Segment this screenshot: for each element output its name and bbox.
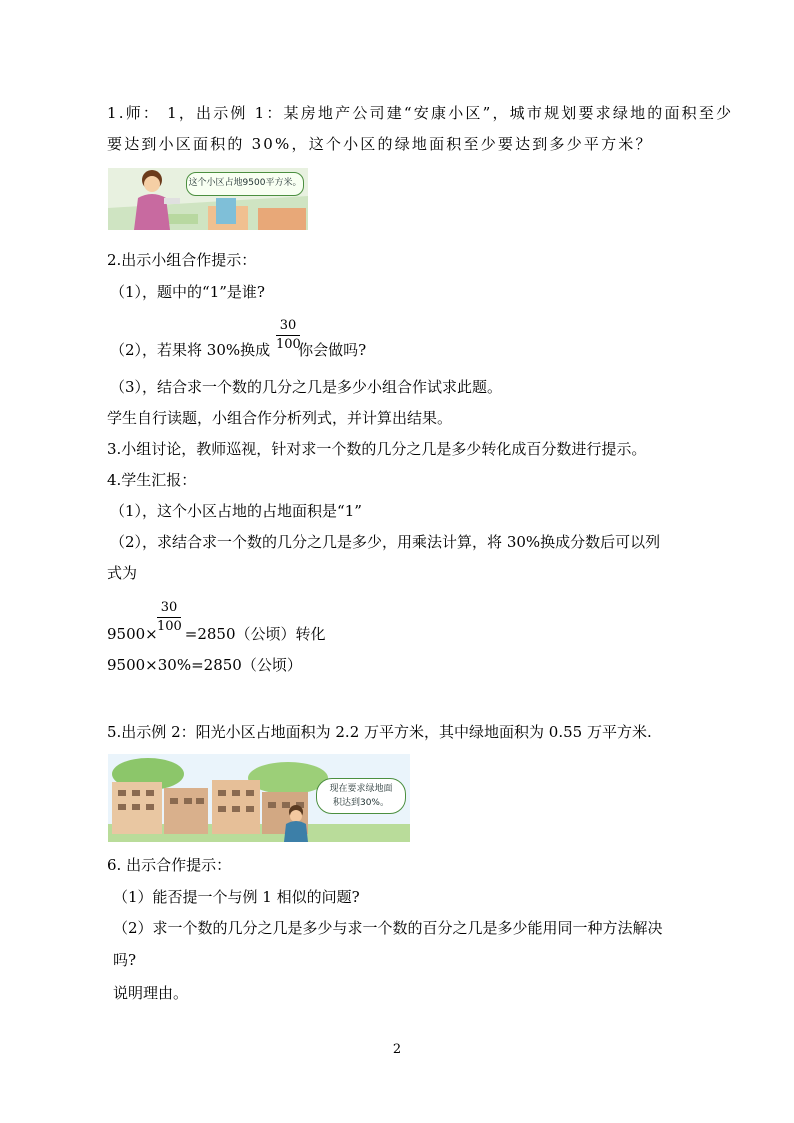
fraction-numerator: 30: [276, 319, 300, 336]
cooperation-item-2-line1: （2）求一个数的几分之几是多少与求一个数的百分之几是多少能用同一种方法解决: [113, 919, 663, 937]
equation-fraction-denominator: 100: [157, 619, 182, 634]
report-item-2-line1: （2），求结合求一个数的几分之几是多少，用乘法计算，将 30%换成分数后可以列: [110, 533, 661, 551]
buildings-illustration: [108, 754, 410, 842]
speech-bubble-text: 这个小区占地9500平方米。: [188, 178, 302, 188]
students-work-line: 学生自行读题，小组合作分析列式，并计算出结果。: [107, 409, 453, 427]
fraction-denominator: 100: [276, 337, 301, 352]
report-item-1: （1），这个小区占地的占地面积是“1”: [110, 502, 362, 520]
speech-bubble-2-line1: 现在要求绿地面: [329, 784, 393, 794]
equation-fraction: [107, 624, 326, 644]
speech-bubble-2-line2: 积达到30%。: [332, 798, 389, 808]
group-discussion-line: 3.小组讨论，教师巡视，针对求一个数的几分之几是多少转化成百分数进行提示。: [107, 440, 647, 458]
example1-line2: 要达到小区面积的 30%，这个小区的绿地面积至少要达到多少平方米？: [107, 135, 653, 153]
teacher-illustration: [108, 168, 308, 230]
fraction-30-over-100: [276, 319, 300, 352]
equation-fraction-suffix: =2850（公顷）转化: [184, 625, 326, 643]
cooperation-item-1: （1）能否提一个与例 1 相似的问题?: [113, 888, 360, 906]
student-report-title: 4.学生汇报：: [107, 471, 197, 489]
equation-fraction-numerator: 30: [157, 601, 181, 618]
equation-fraction-prefix: 9500×: [107, 625, 158, 643]
hint-item-2: [110, 340, 366, 360]
speech-bubble: [186, 172, 304, 196]
speech-bubble-2: [316, 778, 406, 814]
equation-percent: 9500×30%=2850（公顷）: [107, 656, 302, 674]
equation-fraction-30-over-100: [157, 601, 181, 634]
cooperation-hint-title: 6. 出示合作提示：: [107, 856, 232, 874]
cooperation-item-2-line2: 吗?: [113, 951, 137, 969]
hint-item-1: （1），题中的“1”是谁?: [110, 283, 265, 301]
example2-line: 5.出示例 2：阳光小区占地面积为 2.2 万平方米，其中绿地面积为 0.55 万平方米.: [107, 723, 652, 741]
page-number: 2: [392, 1042, 402, 1057]
hint-item-2-suffix: 你会做吗?: [298, 341, 367, 359]
example1-line1: 1.师： 1，出示例 1：某房地产公司建“安康小区”，城市规划要求绿地的面积至少: [107, 104, 734, 122]
group-hint-title: 2.出示小组合作提示：: [107, 251, 257, 269]
hint-item-3: （3），结合求一个数的几分之几是多少小组合作试求此题。: [110, 378, 503, 396]
report-item-2-line2: 式为: [107, 564, 138, 582]
explain-reason-line: 说明理由。: [113, 984, 189, 1002]
hint-item-2-prefix: （2），若果将 30%换成: [110, 341, 271, 359]
